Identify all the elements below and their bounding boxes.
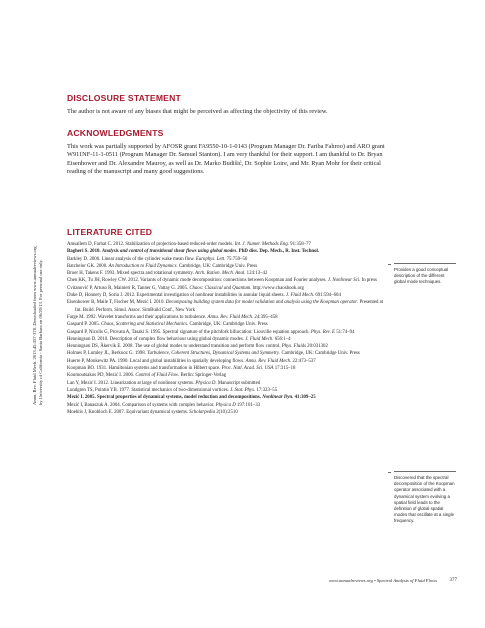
reference-source: J. Fluid Mech. — [285, 293, 315, 299]
reference-source: J. Nonlinear Sci. — [327, 278, 361, 284]
margin-note-bagheri: Provides a good conceptual description of the different global mode techniques. — [394, 263, 456, 286]
reference-entry — [67, 409, 385, 416]
reference-authors-title: Moehlis J, Knobloch E. 2007. Equivariant dynamical systems. — [67, 409, 190, 415]
reference-source: J. Stat. Phys. — [230, 387, 256, 393]
reference-authors-title: Koumoutsakos PD, Mezić I. 2006. — [67, 373, 136, 379]
reference-source: Arch. Ration. Mech. Anal. — [195, 271, 246, 277]
reference-entry — [67, 343, 385, 350]
reference-authors-title: Eisenhower B, Maile T, Fischer M, Mezić I. 2010. — [67, 300, 166, 306]
reference-details: . PhD diss. Dep. Mech., R. Inst. Technol. — [236, 249, 320, 255]
reference-entry — [67, 248, 385, 255]
reference-authors-title: Batchelor GK. 2000. — [67, 263, 109, 269]
reference-entry — [67, 277, 385, 284]
reference-entry — [67, 402, 385, 409]
reference-details: 17:315–18 — [273, 366, 296, 372]
reference-source: Physica D — [195, 380, 216, 386]
reference-authors-title: Chen KK, Tu JH, Rowley CW. 2012. Variants of dynamic mode decomposition: connections between Koopman and Fourier analyses. — [67, 278, 328, 284]
acknowledgments-text: This work was partially supported by AFOSR grant FA9550-10-1-0143 (Program Manager Dr. Fariba Fahroo) and ARO grant W911NF-11-1-0511 (Program Manager Dr. Samuel Stanton). I am very thankful for their support. I am thankful to Dr. Bryan Eisenhower and Dr. Alexandre Mauroy, as well as Dr. Marko Budišić, Dr. Sophie Loire, and Mr. Ryan Mohr for their critical reading of the manuscript and many good suggestions. — [67, 143, 385, 176]
reference-entry — [67, 314, 385, 321]
download-note — [30, 225, 50, 405]
reference-details: In press — [360, 278, 377, 284]
page-footer — [67, 578, 457, 588]
reference-details: 75:750–56 — [225, 256, 248, 262]
reference-authors-title: Amsallem D, Farhat C. 2012. Stabilization of projection-based reduced-order models. — [67, 242, 235, 247]
reference-source: Annu. Rev. Fluid Mech. — [245, 358, 292, 364]
reference-entry — [67, 256, 385, 263]
reference-authors-title: Duke D, Honnery D, Soria J. 2012. Experimental investigation of nonlinear instabilities in annular liquid sheets. — [67, 293, 286, 299]
reference-details: 124:13–42 — [245, 271, 268, 277]
reference-details: . Cambridge, UK: Cambridge Univ. Press — [176, 263, 258, 269]
reference-source: Analysis and control of transitional shear flows using global modes — [101, 249, 237, 255]
reference-details: . Berlin: Springer-Verlag — [178, 373, 227, 379]
reference-authors-title: Bagheri S. 2010. — [67, 249, 102, 255]
reference-details: 691:594–604 — [314, 293, 341, 299]
reference-authors-title: Broer H, Takens F. 1993. Mixed spectra and rotational symmetry. — [67, 271, 196, 277]
reference-entry — [67, 380, 385, 387]
reference-entry — [67, 387, 385, 394]
reference-authors-title: Gaspard P, Nicolis G, Provata A, Tasaki S. 1995. Spectral signature of the pitchfork bifurcation: Liouville equation approach. — [67, 329, 311, 335]
literature-heading-wrap — [67, 227, 385, 237]
reference-entry — [67, 292, 385, 299]
reference-authors-title: Henningson D. 2010. Description of complex flow behaviour using global dynamic modes. — [67, 336, 246, 342]
download-note-line2: by University of California - Santa Barbara on 06/20/13. For personal use only. — [38, 259, 43, 405]
reference-source: Scholarpedia — [189, 409, 215, 415]
reference-details: 51:74–94 — [334, 329, 355, 335]
reference-source: Turbulence, Coherent Structures, Dynamical Systems and Symmetry — [147, 351, 280, 357]
reference-details: 197:101–33 — [235, 402, 261, 408]
reference-details: . http://www.chaosbook.org — [250, 285, 304, 291]
reference-authors-title: Cvitanović P, Artuso R, Mainieri R, Tanner G, Vattay G. 2005. — [67, 285, 190, 291]
reference-details: . Cambridge, UK: Cambridge Univ. Press — [187, 322, 268, 328]
reference-authors-title: Gaspard P. 2005. — [67, 322, 102, 328]
reference-authors-title: Lundgren TS, Pointin YB. 1977. Statistical mechanics of two-dimensional vortices. — [67, 387, 231, 393]
disclosure-text: The author is not aware of any biases that might be perceived as affecting the objectivity of this review. — [67, 108, 328, 115]
reference-authors-title: Mezić I, Banaszuk A. 2004. Comparison of systems with complex behavior. — [67, 402, 216, 408]
reference-authors-title: Lan Y, Mezić I. 2012. Linearization at large of nonlinear systems. — [67, 380, 196, 386]
reference-authors-title: Farge M. 1992. Wavelet transforms and their applications to turbulence. — [67, 314, 208, 320]
reference-entry — [67, 285, 385, 292]
reference-entry — [67, 350, 385, 357]
reference-entry — [67, 321, 385, 328]
margin-note-mezic: Discovered that the spectral decomposition of the Koopman operator associated with a dynamical system evolving a spatial field leads to the definition of global spatial modes that oscillate at a single frequency. — [394, 471, 456, 525]
reference-entry — [67, 336, 385, 343]
reference-source: Nonlinear Dyn. — [262, 395, 294, 401]
reference-source: Decomposing building system data for model validation and analysis using the Koopman operator — [165, 300, 358, 306]
reference-details: 24:395–458 — [253, 314, 278, 320]
reference-details: 91:358–77 — [288, 242, 311, 247]
reference-entry — [67, 241, 385, 248]
reference-source: Phys. Rev. E — [310, 329, 335, 335]
reference-details: . Presented at Int. Build. Perform. Simul. Assoc. SimBuild Conf., New York — [75, 300, 384, 313]
reference-authors-title: Mezić I. 2005. Spectral properties of dynamical systems, model reduction and decompositions. — [67, 395, 263, 401]
reference-authors-title: Holmes P, Lumley JL, Berkooz G. 1998. — [67, 351, 148, 357]
reference-entry — [67, 372, 385, 379]
reference-details: 2(10):2510 — [215, 409, 238, 415]
reference-details: 22:473–537 — [291, 358, 316, 364]
reference-source: Chaos, Scattering and Statistical Mechanics — [101, 322, 188, 328]
reference-details: 656:1–4 — [273, 336, 291, 342]
reference-authors-title: Barkley D. 2006. Linear analysis of the cylinder wake mean flow. — [67, 256, 196, 262]
reference-entry — [67, 394, 385, 401]
disclosure-section — [67, 93, 385, 116]
reference-source: Phys. Fluids — [281, 344, 306, 350]
page-number: 377 — [449, 578, 457, 583]
reference-source: Int. J. Numer. Methods Eng. — [234, 242, 289, 247]
reference-source: Europhys. Lett. — [195, 256, 226, 262]
reference-details: 41:309–25 — [293, 395, 316, 401]
reference-entry — [67, 263, 385, 270]
reference-details: 17:323–55 — [255, 387, 278, 393]
reference-details: . Manuscript submitted — [215, 380, 261, 386]
reference-authors-title: Koopman BO. 1931. Hamiltonian systems and transformation in Hilbert space. — [67, 366, 222, 372]
reference-source: Physica D — [215, 402, 236, 408]
reference-authors-title: Huerre P, Monkewitz PA. 1990. Local and global instabilities in spatially developing flows. — [67, 358, 246, 364]
running-footer: www.annualreviews.org • Spectral Analysis of Fluid Flows — [328, 578, 437, 583]
reference-entry — [67, 358, 385, 365]
reference-source: Proc. Natl. Acad. Sci. USA — [221, 366, 274, 372]
reference-entry — [67, 299, 385, 314]
disclosure-heading: DISCLOSURE STATEMENT — [67, 93, 181, 103]
reference-source: Annu. Rev. Fluid Mech. — [207, 314, 254, 320]
literature-heading: LITERATURE CITED — [67, 227, 153, 237]
reference-details: . Cambridge, UK: Cambridge Univ. Press — [279, 351, 360, 357]
acknowledgments-heading: ACKNOWLEDGMENTS — [67, 128, 164, 138]
margin-rule — [388, 264, 391, 265]
reference-list — [67, 241, 385, 416]
reference-source: Chaos: Classical and Quantum — [189, 285, 251, 291]
reference-entry — [67, 365, 385, 372]
reference-entry — [67, 329, 385, 336]
reference-source: An Introduction to Fluid Dynamics — [108, 263, 177, 269]
download-note-line1: Annu. Rev. Fluid Mech. 2013.45:357-378. Downloaded from www.annualreviews.org — [32, 246, 37, 405]
reference-source: Control of Fluid Flow — [135, 373, 179, 379]
reference-source: J. Fluid Mech. — [245, 336, 274, 342]
reference-details: 20:031302 — [305, 344, 328, 350]
reference-entry — [67, 270, 385, 277]
reference-authors-title: Henningson DS, Åkervik E. 2008. The use of global modes to understand transition and perform flow control. — [67, 344, 282, 350]
margin-rule — [388, 472, 391, 473]
acknowledgments-section — [67, 128, 385, 177]
